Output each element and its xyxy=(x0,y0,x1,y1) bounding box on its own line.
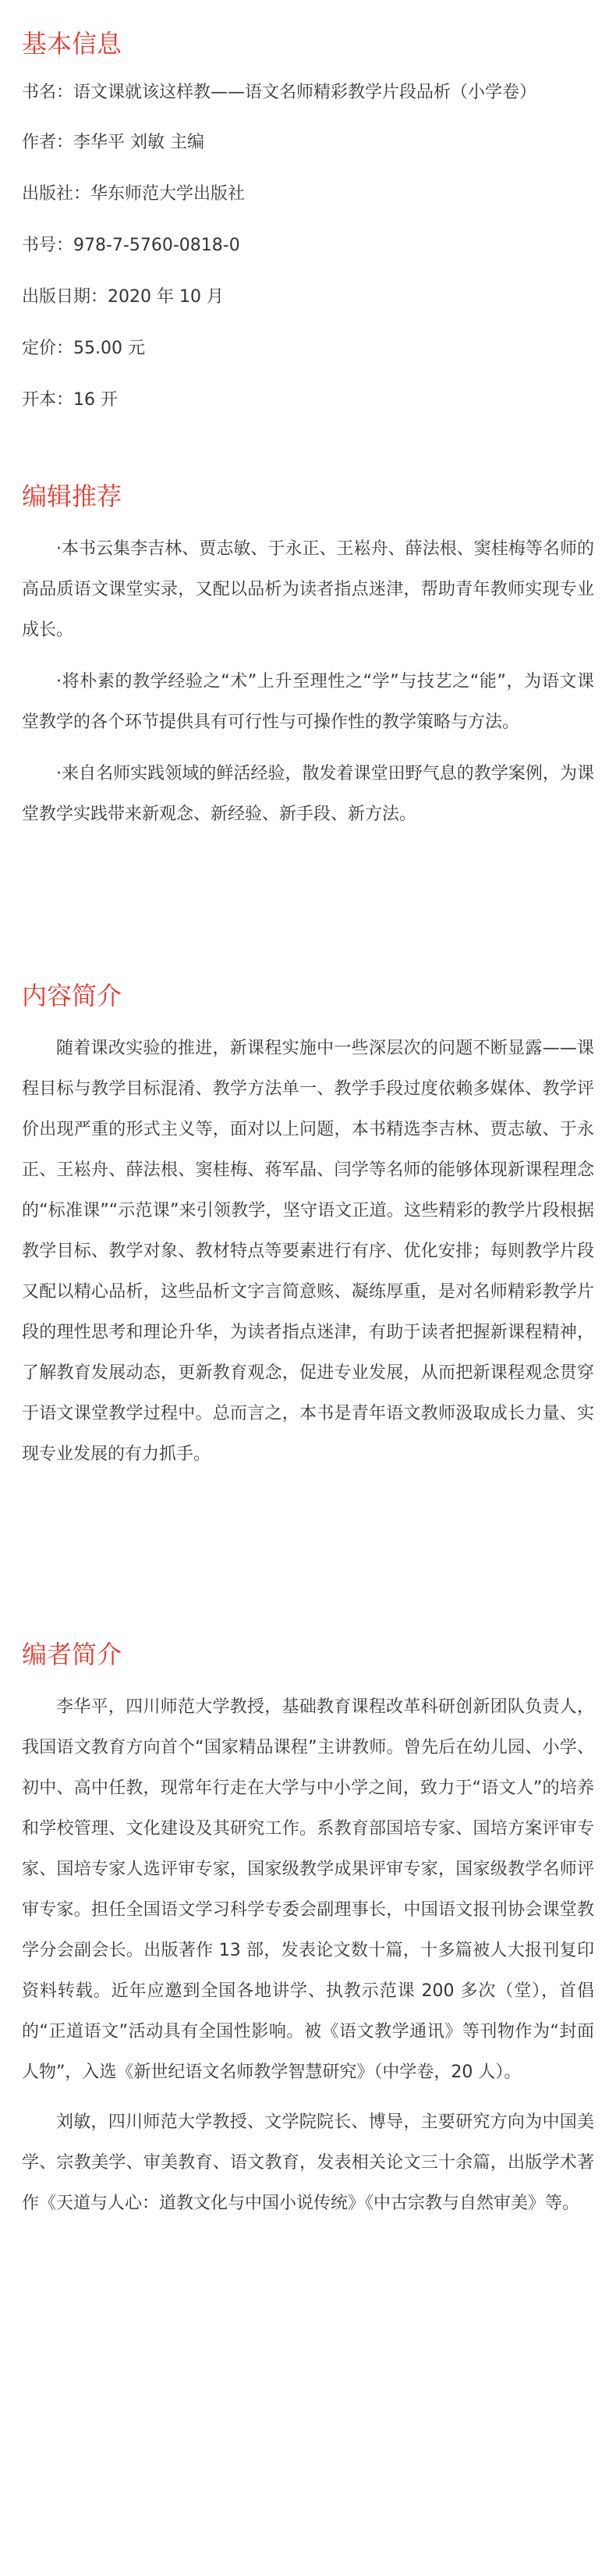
editor-recommend-section xyxy=(22,479,594,824)
editor-recommend-title: 编辑推荐 xyxy=(22,481,122,511)
recommend-paragraph: ·将朴素的教学经验之“术”上升至理性之“学”与技艺之“能”，为语文课堂教学的各个环节提供具有可行性与可操作性的教学策略与方法。 xyxy=(22,672,594,732)
author-bio-paragraph: 刘敏，四川师范大学教授、文学院院长、博导，主要研究方向为中国美学、宗教美学、审美教育、语文教育，发表相关论文三十余篇，出版学术著作《天道与人心：道教文化与中国小说传统》《中古宗教与自然审美》等。 xyxy=(22,2112,594,2213)
author-intro-section xyxy=(22,1637,594,2213)
isbn-line: 书号：978-7-5760-0818-0 xyxy=(22,236,240,255)
author-bio-paragraph: 李华平，四川师范大学教授，基础教育课程改革科研创新团队负责人，我国语文教育方向首个“国家精品课程”主讲教师。曾先后在幼儿园、小学、初中、高中任教，现常年行走在大学与中小学之间，致力于“语文人”的培养和学校管理、文化建设及其研究工作。系教育部国培专家、国培方案评审专家、国培专家人选评审专家，国家级教学成果评审专家，国家级教学名师评审专家。担任全国语文学习科学专委会副理事长，中国语文报刊协会课堂教学分会副会长。出版著作 13 部，发表论文数十篇，十多篇被人大报刊复印资料转载。近年应邀到全国各地讲学、执教示范课 200 多次（堂），首倡的“正道语文”活动具有全国性影响。被《语文教学通讯》等刊物作为“封面人物”，入选《新世纪语文名师教学智慧研究》（中学卷，20 人）。 xyxy=(22,1697,594,2082)
recommend-paragraph: ·来自名师实践领域的鲜活经验，散发着课堂田野气息的教学案例，为课堂教学实践带来新观念、新经验、新手段、新方法。 xyxy=(22,764,594,824)
publisher-line: 出版社：华东师范大学出版社 xyxy=(22,184,246,204)
book-title-line: 书名：语文课就该这样教——语文名师精彩教学片段品析（小学卷） xyxy=(22,83,537,102)
recommend-paragraph: ·本书云集李吉林、贾志敏、于永正、王崧舟、薛法根、窦桂梅等名师的高品质语文课堂实录，又配以品析为读者指点迷津，帮助青年教师实现专业成长。 xyxy=(22,539,594,640)
content-intro-paragraph: 随着课改实验的推进，新课程实施中一些深层次的问题不断显露——课程目标与教学目标混淆、教学方法单一、教学手段过度依赖多媒体、教学评价出现严重的形式主义等，面对以上问题，本书精选李吉林、贾志敏、于永正、王崧舟、薛法根、窦桂梅、蒋军晶、闫学等名师的能够体现新课程理念的“标准课”“示范课”来引领教学，坚守语文正道。这些精彩的教学片段根据教学目标、教学对象、教材特点等要素进行有序、优化安排；每则教学片段又配以精心品析，这些品析文字言简意赅、凝练厚重，是对名师精彩教学片段的理性思考和理论升华，为读者指点迷津，有助于读者把握新课程精神，了解教育发展动态，更新教育观念，促进专业发展，从而把新课程观念贯穿于语文课堂教学过程中。总而言之，本书是青年语文教师汲取成长力量、实现专业发展的有力抓手。 xyxy=(22,1039,594,1464)
basic-info-title: 基本信息 xyxy=(22,29,122,59)
author-intro-title: 编者简介 xyxy=(22,1640,122,1669)
format-line: 开本：16 开 xyxy=(22,390,118,410)
price-line: 定价：55.00 元 xyxy=(22,339,145,358)
content-intro-section xyxy=(22,979,594,1464)
author-line: 作者：李华平 刘敏 主编 xyxy=(22,133,204,152)
basic-info-section xyxy=(22,27,594,410)
pub-date-line: 出版日期：2020 年 10 月 xyxy=(22,287,224,307)
content-intro-title: 内容简介 xyxy=(22,981,122,1011)
